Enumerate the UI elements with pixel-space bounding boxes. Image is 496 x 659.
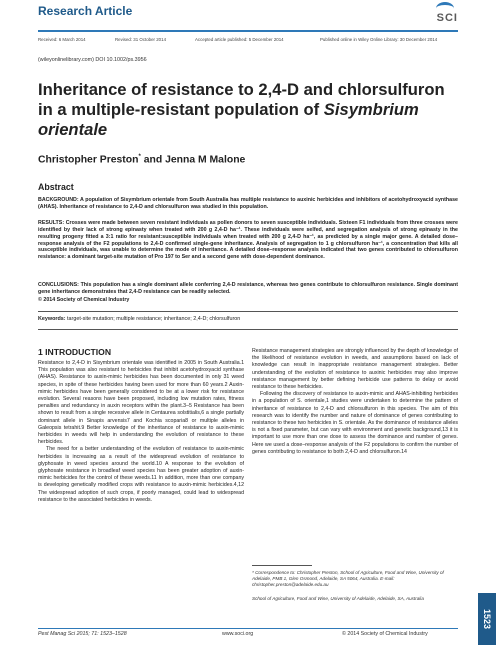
article-title [38, 80, 458, 140]
title-text: Inheritance of resistance to 2,4-D and chlorsulfuron in a multiple-resistant population of [38, 80, 445, 119]
received-date: Received: 6 March 2014 [38, 37, 86, 42]
keywords [38, 316, 240, 322]
published-date: Published online in Wiley Online Library: 30 December 2014 [320, 37, 438, 42]
journal-url[interactable]: www.soci.org [222, 631, 254, 637]
logo-text: SCI [436, 12, 458, 24]
page-number-tab [478, 593, 496, 645]
keywords-bottom-rule [38, 329, 458, 330]
page-number: 1523 [482, 608, 492, 630]
section-heading-introduction: 1 INTRODUCTION [38, 347, 112, 357]
intro-paragraph-1: Resistance to 2,4-D in Sisymbrium orientale was identified in 2005 in South Australia.1 This population was also resistant to herbicides that inhibit acetohydroxyacid synthase (AHAS). Resistance to auxin-mimic herbicides has been documented in only 31 weed species, in spite of these herbicides having been used for more than 60 years.2 Auxin-mimic herbicides have been generally considered to be at a lower risk for resistance evolution. Several reasons have been proposed, including low mutation rates, fitness penalties and redundancy in auxin receptors within the plant.3–5 Resistance has been shown to result from a single recessive allele in Centaurea solstitialis,6 a single partially dominant allele in Sinapis arvensis7 and Kochia scoparia8 or multiple alleles in Galeopsis tetrahit.9 Better knowledge of the inheritance of resistance to auxin-mimic herbicides in weeds will help in understanding the evolution of resistance to these herbicides. [38, 360, 244, 446]
title-species: Sisymbrium orientale [38, 100, 419, 139]
affiliation-note: School of Agriculture, Food and Wine, University of Adelaide, Adelaide, SA, Australia [252, 596, 424, 601]
keywords-top-rule [38, 311, 458, 312]
abstract-copyright: © 2014 Society of Chemical Industry [38, 297, 130, 303]
keywords-label: Keywords: [38, 316, 66, 322]
section-label: Research Article [38, 4, 133, 18]
sci-logo [418, 2, 458, 24]
intro-paragraph-2: The need for a better understanding of the evolution of resistance to auxin-mimic herbicides is increasing as a result of the widespread evolution of resistance to glyphosate in weed species around the world.10 A response to the evolution of glyphosate resistance in broadleaf weed species has been greater adoption of auxin-mimic herbicides for the control of these weeds.11 In addition, more than one company is developing genetically modified crops with resistance to auxin-mimic herbicides.4,12 The widespread adoption of such crops, if poorly managed, could lead to widespread resistance to the associated herbicides in weeds. [38, 446, 244, 503]
accepted-date: Accepted article published: 5 December 2014 [195, 37, 284, 42]
abstract-conclusions: CONCLUSIONS: This population has a single dominant allele conferring 2,4-D resistance, whereas two genes contribute to chlorsulfuron resistance. Single dominant gene inheritance demonstrates that 2,4-D resistance can be readily selected. [38, 282, 458, 295]
keywords-text: target-site mutation; multiple resistance; inheritance; 2,4-D; chlorsulfuron [65, 316, 241, 322]
author-preston[interactable]: Christopher Preston [38, 154, 139, 166]
author-list [38, 154, 245, 165]
author-malone[interactable]: Jenna M Malone [165, 154, 246, 166]
abstract-background: BACKGROUND: A population of Sisymbrium orientale from South Australia has multiple resistance to auxinic herbicides and inhibitors of acetohydroxyacid synthase (AHAS). Inheritance of resistance to 2,4-D and chlorsulfuron was studied in this population. [38, 197, 458, 210]
author-join: and [140, 154, 166, 166]
abstract-heading: Abstract [38, 182, 74, 192]
intro-paragraph-3: Resistance management strategies are strongly influenced by the depth of knowledge of the likelihood of resistance evolution in weeds, and assumptions based on lack of knowledge can result in inappropriate resistance management strategies. Better understanding of the evolution of resistance to auxinic herbicides may also improve resistance management by better defining herbicide use patterns to delay or avoid resistance to these herbicides. [252, 348, 458, 391]
revised-date: Revised: 31 October 2014 [115, 37, 167, 42]
footer-copyright: © 2014 Society of Chemical Industry [342, 631, 428, 637]
left-column [38, 360, 244, 504]
header-rule [38, 30, 458, 32]
footer-rule [38, 628, 458, 629]
intro-paragraph-4: Following the discovery of resistance to auxin-mimic and AHAS-inhibiting herbicides in a population of S. orientale,1 studies were undertaken to determine the pattern of inheritance of resistance to 2,4-D and chlorsulfuron in this species. The aim of this research was to identify the number and nature of dominance of genes contributing to resistance to these two herbicides in S. orientale. As the dominance of resistance alleles is not a fixed parameter, but can vary with environment and genetic background,13 it is important to use more than one dose to assess the dominance and number of genes. Here we used a dose–response analysis of the F2 populations to confirm the number of genes contributing to resistance to both 2,4-D and chlorsulfuron.14 [252, 391, 458, 455]
journal-citation: Pest Manag Sci 2015; 71: 1523–1528 [38, 631, 127, 637]
correspondence-mark: * [138, 154, 141, 160]
doi-link[interactable]: (wileyonlinelibrary.com) DOI 10.1002/ps.3956 [38, 57, 147, 63]
right-column [252, 348, 458, 456]
correspondence-note: * Correspondence to: Christopher Preston, School of Agriculture, Food and Wine, University of Adelaide, PMB 1, Glen Osmond, Adelaide, SA 5064, Australia. E-mail: christopher.preston@adelaide.edu.au [252, 570, 444, 588]
footnote-rule [252, 565, 312, 566]
abstract-results: RESULTS: Crosses were made between seven resistant individuals as pollen donors to seven susceptible individuals. Sixteen F1 individuals from three crosses were identified by their lack of strong epinasty when treated with 200 g 2,4-D ha⁻¹. These individuals were selfed, and segregation analysis of strong epinasty in the resulting progeny fitted a 3:1 ratio for resistant:susceptible individuals when treated with 200 g 2,4-D ha⁻¹, as predicted by a single major gene. A detailed dose–response analysis of the F2 populations to 2,4-D confirmed single-gene inheritance. Analysis of segregation to 1 g chlorsulfuron ha⁻¹, a concentration that kills all susceptible individuals, was unable to determine the mode of inheritance. A detailed dose–response analysis indicated that two genes contributed to chlorsulfuron resistance: a dominant target-site mutation of Pro 197 to Ser and a second gene with dose-dependent dominance. [38, 220, 458, 261]
